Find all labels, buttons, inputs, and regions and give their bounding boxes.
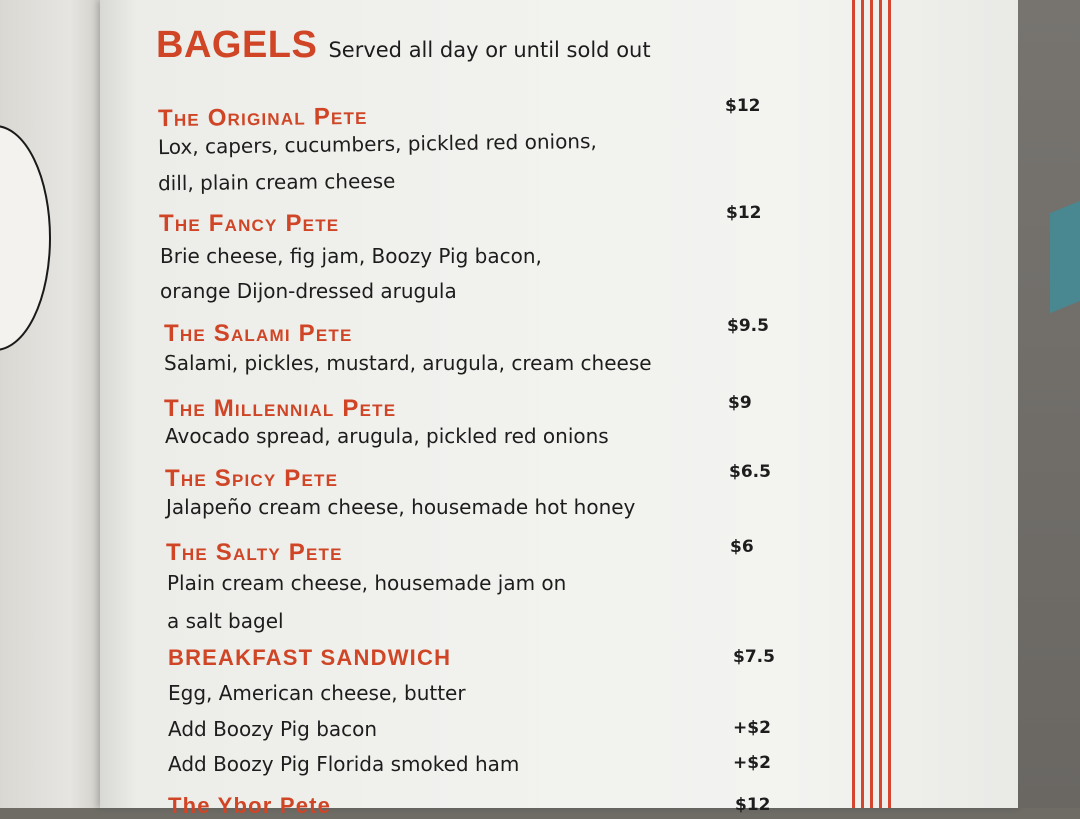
item-desc-breakfast-sandwich: Egg, American cheese, butter	[168, 681, 466, 705]
item-price-fancy-pete: $12	[726, 203, 762, 223]
item-desc-spicy-pete: Jalapeño cream cheese, housemade hot honey	[166, 495, 636, 519]
item-desc-fancy-pete-line1: Brie cheese, fig jam, Boozy Pig bacon,	[160, 244, 542, 268]
item-desc-salty-pete-line1: Plain cream cheese, housemade jam on	[167, 571, 567, 595]
section-title: BAGELS	[156, 24, 318, 66]
item-name-original-pete: The Original Pete	[157, 102, 368, 133]
item-name-fancy-pete: The Fancy Pete	[159, 210, 340, 237]
item-price-breakfast-sandwich: $7.5	[733, 647, 775, 667]
addon-ham-label: Add Boozy Pig Florida smoked ham	[168, 752, 520, 776]
section-subtitle: Served all day or until sold out	[328, 38, 651, 62]
item-price-original-pete: $12	[725, 96, 761, 116]
item-name-salty-pete: The Salty Pete	[166, 539, 343, 566]
item-desc-salami-pete: Salami, pickles, mustard, arugula, cream cheese	[164, 351, 652, 375]
left-menu-page	[0, 0, 100, 808]
item-price-spicy-pete: $6.5	[729, 462, 771, 482]
red-stripes-decoration	[852, 0, 892, 808]
item-desc-millennial-pete: Avocado spread, arugula, pickled red onions	[165, 424, 609, 448]
item-desc-original-pete-line2: dill, plain cream cheese	[157, 168, 396, 196]
item-desc-fancy-pete-line2: orange Dijon-dressed arugula	[160, 279, 457, 303]
item-desc-salty-pete-line2: a salt bagel	[167, 609, 284, 633]
item-price-millennial-pete: $9	[728, 393, 752, 413]
addon-bacon-label: Add Boozy Pig bacon	[168, 717, 378, 741]
item-desc-original-pete-line1: Lox, capers, cucumbers, pickled red onions,	[157, 128, 597, 160]
section-header	[156, 24, 651, 67]
item-price-salami-pete: $9.5	[727, 316, 769, 336]
item-name-salami-pete: The Salami Pete	[164, 320, 353, 347]
teal-object	[1050, 197, 1080, 313]
item-price-ybor-pete-partial: $12	[735, 795, 771, 815]
addon-ham-price: +$2	[733, 753, 771, 773]
bagel-illustration-icon	[0, 118, 57, 358]
item-name-breakfast-sandwich: BREAKFAST SANDWICH	[168, 645, 452, 670]
item-name-ybor-pete-partial: The Ybor Pete	[168, 793, 332, 818]
item-name-spicy-pete: The Spicy Pete	[165, 465, 339, 492]
item-price-salty-pete: $6	[730, 537, 754, 557]
item-name-millennial-pete: The Millennial Pete	[164, 395, 397, 422]
addon-bacon-price: +$2	[733, 718, 771, 738]
table-background	[1018, 0, 1080, 808]
